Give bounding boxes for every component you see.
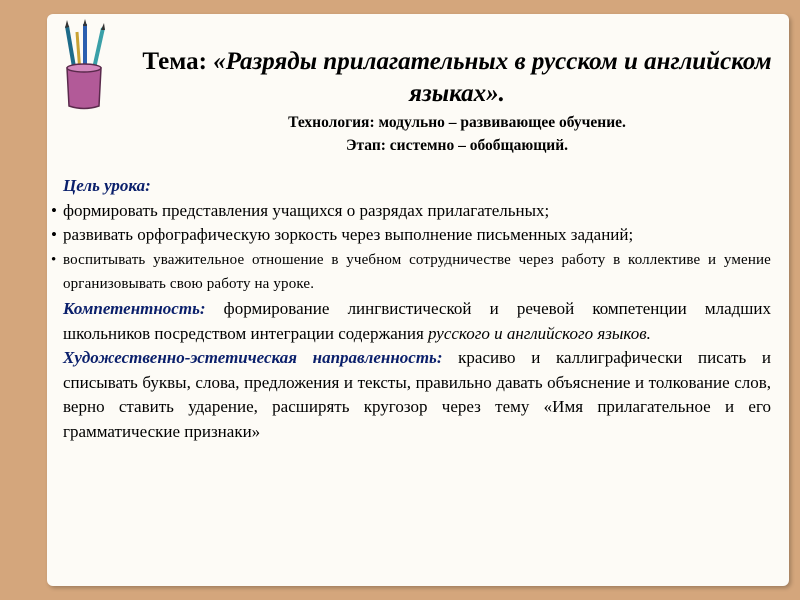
- goal-item: [51, 223, 771, 248]
- aesthetic-paragraph: [51, 346, 771, 444]
- goal-item: [51, 248, 771, 297]
- stage-line: Этап: системно – обобщающий.: [345, 137, 569, 154]
- lesson-content: [51, 174, 771, 445]
- bullet-dot: •: [51, 251, 57, 268]
- competence-subject: русского и английского языков.: [428, 323, 651, 343]
- competence-paragraph: [51, 297, 771, 346]
- goal-item-text: воспитывать уважительное отношение в учебном сотрудничестве через работу в коллективе и умение организовывать свою работу на уроке.: [63, 251, 771, 293]
- bullet-dot: •: [51, 225, 57, 245]
- title-prefix: Тема:: [142, 48, 207, 75]
- title-main: «Разряды прилагательных в русском и английском языках».: [213, 48, 772, 107]
- competence-text: формирование лингвистической и речевой компетенции младших школьников посредством интеграции содержания: [63, 298, 771, 343]
- goal-item-text: формировать представления учащихся о разрядах прилагательных;: [63, 200, 550, 220]
- goal-item: [51, 199, 771, 224]
- aesthetic-text: красиво и каллиграфически писать и списывать буквы, слова, предложения и тексты, правильно давать объяснение и толкование слов, верно ставить ударение, расширять кругозор через тему «Имя прилагательное и его грамматические признаки»: [63, 348, 771, 441]
- slide-title: [107, 46, 800, 110]
- goal-heading: Цель урока:: [63, 176, 151, 195]
- technology-line: Технология: модульно – развивающее обучение.: [288, 114, 626, 131]
- aesthetic-label: Художественно-эстетическая направленность:: [63, 348, 443, 368]
- competence-label: Компетентность:: [63, 298, 206, 318]
- bullet-dot: •: [51, 200, 57, 220]
- title-block: [107, 46, 800, 156]
- goal-item-text: развивать орфографическую зоркость через выполнение письменных заданий;: [63, 225, 634, 245]
